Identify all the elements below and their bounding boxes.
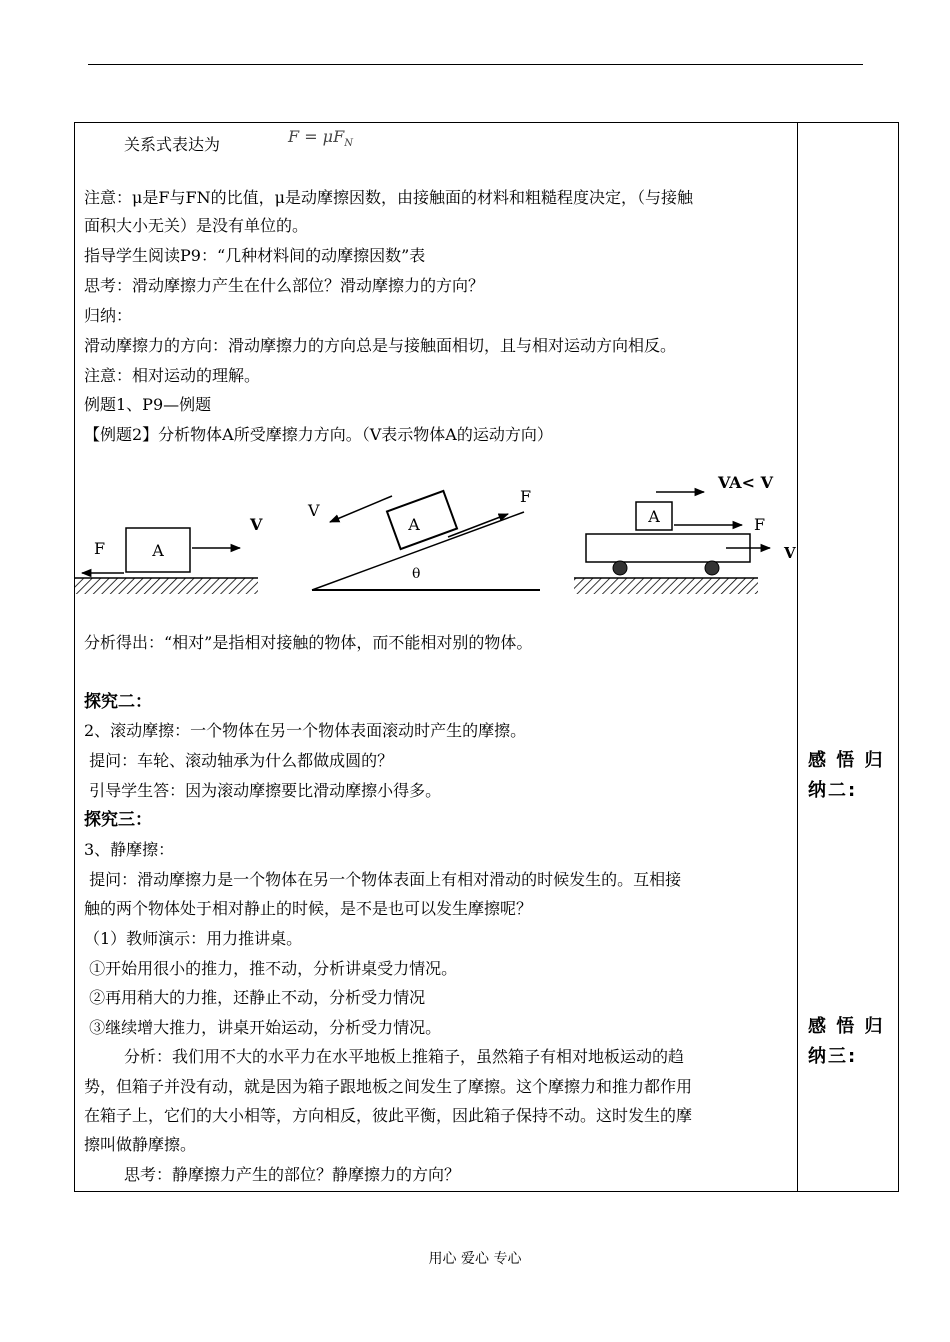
force-label: F: [520, 487, 532, 506]
wheel: [705, 561, 719, 575]
text-line: 例题1、P9—例题: [84, 395, 212, 414]
text-line: 【例题2】分析物体A所受摩擦力方向。（V表示物体A的运动方向）: [84, 425, 553, 444]
text-line: 思考：滑动摩擦力产生在什么部位？滑动摩擦力的方向？: [84, 276, 485, 295]
velocity-label: V: [308, 501, 320, 520]
text-line: 注意：相对运动的理解。: [84, 366, 261, 385]
velocity-label: V: [250, 515, 263, 534]
text-line: ①开始用很小的推力，推不动，分析讲桌受力情况。: [84, 959, 458, 978]
text-line: 注意：μ是F与FN的比值，μ是动摩擦因数，由接触面的材料和粗糙程度决定，（与接触: [84, 188, 694, 207]
text-line: 3、静摩擦：: [84, 840, 175, 859]
friction-diagram: [74, 460, 794, 610]
section-heading: 探究二：: [84, 692, 152, 712]
text-line: ②再用稍大的力推，还静止不动，分析受力情况: [84, 988, 426, 1007]
text-line: 关系式表达为: [124, 135, 221, 154]
figure-1: [74, 515, 263, 594]
cart: [586, 534, 750, 562]
text-line: 擦叫做静摩擦。: [84, 1135, 197, 1154]
force-label: F: [754, 515, 766, 534]
wheel: [613, 561, 627, 575]
side-note-2: 感 悟 归 纳二:: [808, 750, 885, 801]
text-line: 势，但箱子并没有动，就是因为箱子跟地板之间发生了摩擦。这个摩擦力和推力都作用: [84, 1077, 693, 1096]
text-line: ③继续增大推力，讲桌开始运动，分析受力情况。: [84, 1018, 442, 1037]
force-label: F: [94, 539, 106, 558]
figure-2: [307, 487, 540, 590]
side-note-3: 感 悟 归 纳三:: [808, 1016, 885, 1067]
text-line: 2、滚动摩擦：一个物体在另一个物体表面滚动时产生的摩擦。: [84, 721, 527, 740]
formula: $F = \mu F_N$: [288, 127, 353, 150]
page-footer: 用心 爱心 专心: [428, 1251, 522, 1267]
text-line: 面积大小无关）是没有单位的。: [84, 216, 309, 235]
column-divider: [797, 122, 798, 1192]
text-line: 分析得出：“相对”是指相对接触的物体，而不能相对别的物体。: [84, 633, 533, 652]
text-line: （1）教师演示：用力推讲桌。: [84, 929, 303, 948]
velocity-arrow: [330, 496, 392, 522]
text-line: 提问：车轮、滚动轴承为什么都做成圆的？: [84, 751, 394, 770]
text-line: 触的两个物体处于相对静止的时候，是不是也可以发生摩擦呢？: [84, 899, 533, 918]
velocity-relation: VA< V: [718, 473, 773, 492]
block-label: A: [152, 541, 164, 560]
text-line: 指导学生阅读P9：“几种材料间的动摩擦因数”表: [84, 246, 426, 265]
text-line: 归纳：: [84, 306, 133, 325]
angle-label: θ: [412, 566, 421, 582]
velocity-label: V: [784, 544, 796, 562]
block-label: A: [648, 507, 660, 526]
ground: [574, 578, 758, 594]
section-heading: 探究三：: [84, 810, 152, 830]
text-line: 思考：静摩擦力产生的部位？静摩擦力的方向？: [124, 1165, 461, 1184]
text-line: 引导学生答：因为滚动摩擦要比滑动摩擦小得多。: [84, 781, 442, 800]
figure-3: [574, 473, 796, 594]
ground: [74, 578, 258, 594]
text-line: 滑动摩擦力的方向：滑动摩擦力的方向总是与接触面相切，且与相对运动方向相反。: [84, 336, 677, 355]
text-line: 提问：滑动摩擦力是一个物体在另一个物体表面上有相对滑动的时候发生的。互相接: [84, 870, 682, 889]
block-label: A: [408, 515, 420, 534]
text-line: 分析：我们用不大的水平力在水平地板上推箱子，虽然箱子有相对地板运动的趋: [124, 1047, 685, 1066]
header-rule: [88, 64, 863, 65]
text-line: 在箱子上，它们的大小相等，方向相反，彼此平衡，因此箱子保持不动。这时发生的摩: [84, 1106, 693, 1125]
force-arrow: [448, 514, 508, 537]
